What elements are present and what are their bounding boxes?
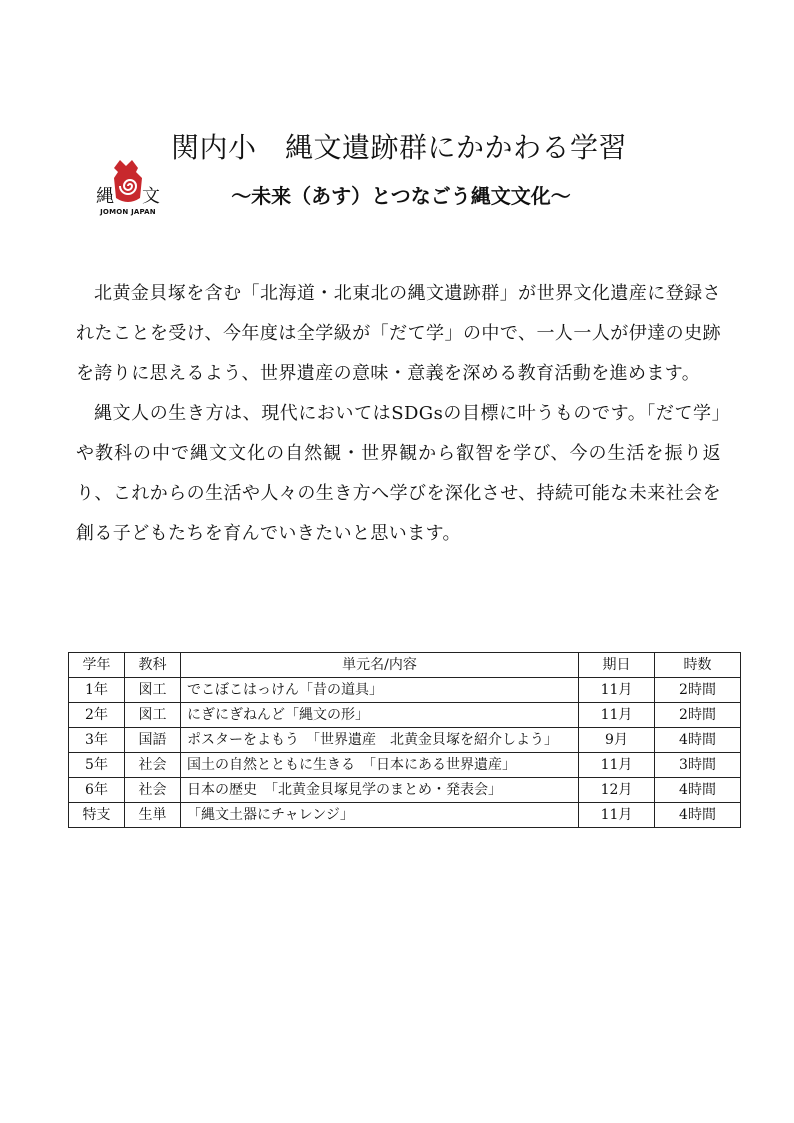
- cell-date: 9月: [579, 728, 655, 753]
- cell-subject: 社会: [125, 778, 181, 803]
- cell-subject: 国語: [125, 728, 181, 753]
- logo-glyph-left: 縄: [96, 186, 114, 207]
- column-header-grade: 学年: [69, 653, 125, 678]
- table-row: [69, 728, 741, 753]
- cell-subject: 図工: [125, 703, 181, 728]
- cell-unit: にぎにぎねんど「縄文の形」: [181, 703, 579, 728]
- page-title: 関内小 縄文遺跡群にかかわる学習: [170, 131, 627, 164]
- logo-glyph-right: 文: [142, 186, 160, 207]
- cell-unit: でこぼこはっけん「昔の道具」: [181, 678, 579, 703]
- cell-date: 11月: [579, 753, 655, 778]
- cell-subject: 社会: [125, 753, 181, 778]
- cell-grade: 2年: [69, 703, 125, 728]
- cell-grade: 1年: [69, 678, 125, 703]
- table-row: [69, 678, 741, 703]
- intro-paragraph: 北黄金貝塚を含む「北海道・北東北の縄文遺跡群」が世界文化遺産に登録されたことを受け、今年度は全学級が「だて学」の中で、一人一人が伊達の史跡を誇りに思えるよう、世界遺産の意味・意義を深める教育活動を進めます。: [76, 283, 721, 384]
- cell-hours: 3時間: [655, 753, 741, 778]
- cell-subject: 生単: [125, 803, 181, 828]
- cell-hours: 4時間: [655, 728, 741, 753]
- cell-date: 11月: [579, 803, 655, 828]
- column-header-unit: 単元名/内容: [181, 653, 579, 678]
- table-header-row: [69, 653, 741, 678]
- cell-hours: 2時間: [655, 678, 741, 703]
- cell-hours: 2時間: [655, 703, 741, 728]
- cell-unit: ポスターをよもう 「世界遺産 北黄金貝塚を紹介しよう」: [181, 728, 579, 753]
- cell-date: 11月: [579, 703, 655, 728]
- cell-grade: 特支: [69, 803, 125, 828]
- cell-date: 12月: [579, 778, 655, 803]
- page-subtitle: ～未来（あす）とつなごう縄文文化～: [231, 184, 571, 208]
- table-row: [69, 753, 741, 778]
- cell-grade: 5年: [69, 753, 125, 778]
- table-row: [69, 803, 741, 828]
- cell-unit: 「縄文土器にチャレンジ」: [181, 803, 579, 828]
- column-header-date: 期日: [579, 653, 655, 678]
- table-row: [69, 703, 741, 728]
- column-header-hours: 時数: [655, 653, 741, 678]
- intro-text: [76, 274, 721, 554]
- column-header-subject: 教科: [125, 653, 181, 678]
- cell-grade: 3年: [69, 728, 125, 753]
- cell-grade: 6年: [69, 778, 125, 803]
- cell-unit: 日本の歴史 「北黄金貝塚見学のまとめ・発表会」: [181, 778, 579, 803]
- cell-subject: 図工: [125, 678, 181, 703]
- logo-caption: JOMON JAPAN: [100, 208, 156, 216]
- intro-paragraph: 縄文人の生き方は、現代においてはSDGsの目標に叶うものです。「だて学」や教科の中で縄文文化の自然観・世界観から叡智を学び、今の生活を振り返り、これからの生活や人々の生き方へ学びを深化させ、持続可能な未来社会を創る子どもたちを育んでいきたいと思います。: [76, 403, 721, 544]
- cell-unit: 国土の自然とともに生きる 「日本にある世界遺産」: [181, 753, 579, 778]
- cell-hours: 4時間: [655, 778, 741, 803]
- table-row: [69, 778, 741, 803]
- learning-units-table: [68, 652, 741, 828]
- cell-hours: 4時間: [655, 803, 741, 828]
- cell-date: 11月: [579, 678, 655, 703]
